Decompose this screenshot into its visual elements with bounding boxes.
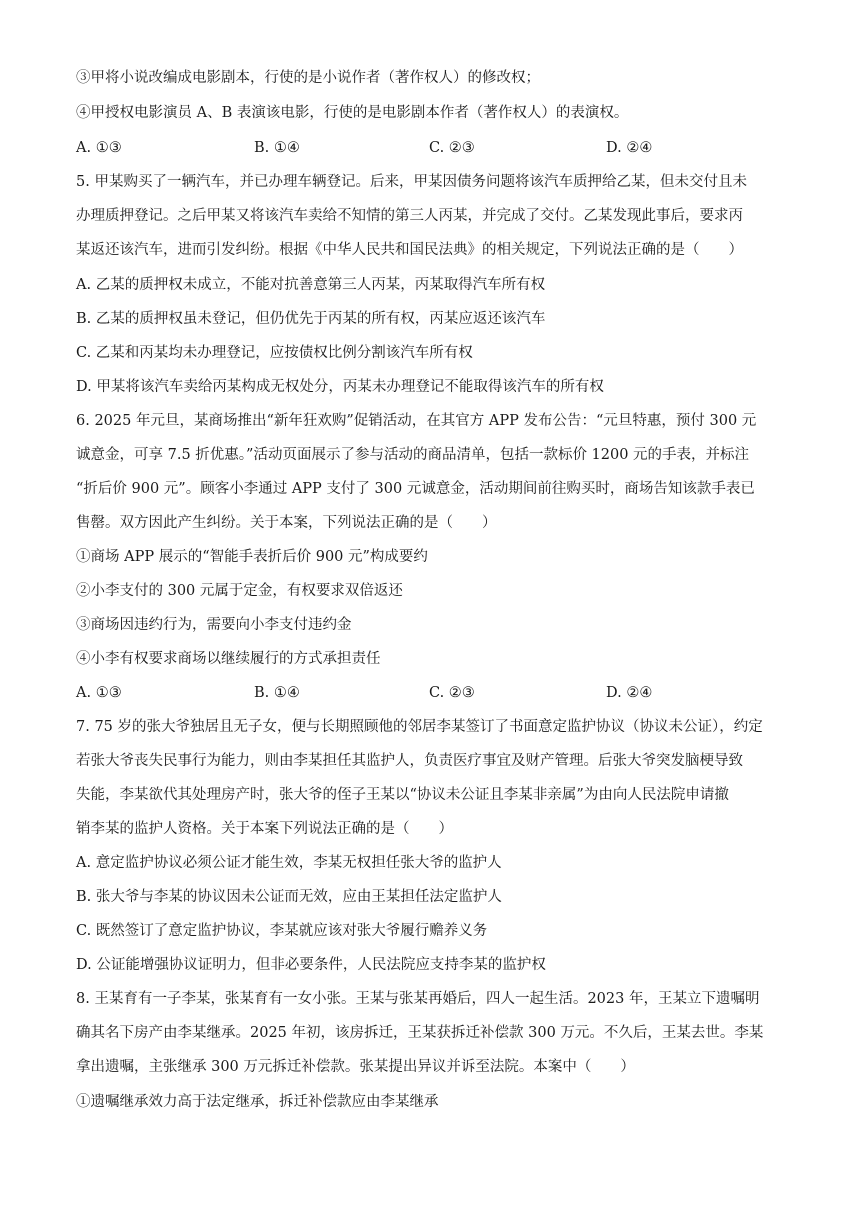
q5-option-b: B. 乙某的质押权虽未登记，但仍优先于丙某的所有权，丙某应返还该汽车 xyxy=(76,311,546,327)
q6-stem-line: “折后价 900 元”。顾客小李通过 APP 支付了 300 元诚意金，活动期间前往购买时，商场告知该款手表已 xyxy=(76,481,755,497)
q6-option-c: C. ②③ xyxy=(429,685,475,701)
q4-option-a: A. ①③ xyxy=(76,140,122,156)
q5-option-c: C. 乙某和丙某均未办理登记，应按债权比例分割该汽车所有权 xyxy=(76,345,473,361)
q4-option-c: C. ②③ xyxy=(429,140,475,156)
q7-option-a: A. 意定监护协议必须公证才能生效，李某无权担任张大爷的监护人 xyxy=(76,855,502,871)
q5-stem-line: 某返还该汽车，进而引发纠纷。根据《中华人民共和国民法典》的相关规定，下列说法正确的是（ ） xyxy=(76,242,743,258)
q6-stem-line: 诚意金，可享 7.5 折优惠。”活动页面展示了参与活动的商品清单，包括一款标价 1200 元的手表，并标注 xyxy=(76,447,750,463)
q8-stem-line: 确其名下房产由李某继承。2025 年初，该房拆迁，王某获拆迁补偿款 300 万元。不久后，王某去世。李某 xyxy=(76,1025,764,1041)
q6-item-4: ④小李有权要求商场以继续履行的方式承担责任 xyxy=(76,651,381,667)
q6-option-a: A. ①③ xyxy=(76,685,122,701)
q4-option-d: D. ②④ xyxy=(606,140,653,156)
q7-option-b: B. 张大爷与李某的协议因未公证而无效，应由王某担任法定监护人 xyxy=(76,889,502,905)
q5-stem-line: 5. 甲某购买了一辆汽车，并已办理车辆登记。后来，甲某因债务问题将该汽车质押给乙某，但未交付且未 xyxy=(76,174,747,190)
q4-option-b: B. ①④ xyxy=(254,140,300,156)
q8-stem-line: 拿出遗嘱，主张继承 300 万元拆迁补偿款。张某提出异议并诉至法院。本案中（ ） xyxy=(76,1059,635,1075)
q6-stem-line: 售罄。双方因此产生纠纷。关于本案，下列说法正确的是（ ） xyxy=(76,515,497,531)
q4-item-3: ③甲将小说改编成电影剧本，行使的是小说作者（著作权人）的修改权； xyxy=(76,70,540,86)
q7-stem-line: 若张大爷丧失民事行为能力，则由李某担任其监护人，负责医疗事宜及财产管理。后张大爷突发脑梗导致 xyxy=(76,753,743,769)
q6-option-d: D. ②④ xyxy=(606,685,653,701)
q7-option-d: D. 公证能增强协议证明力，但非必要条件，人民法院应支持李某的监护权 xyxy=(76,957,546,973)
q8-stem-line: 8. 王某育有一子李某，张某育有一女小张。王某与张某再婚后，四人一起生活。2023 年，王某立下遗嘱明 xyxy=(76,991,760,1007)
q6-item-3: ③商场因违约行为，需要向小李支付违约金 xyxy=(76,617,352,633)
q8-item-1: ①遗嘱继承效力高于法定继承，拆迁补偿款应由李某继承 xyxy=(76,1094,439,1110)
q7-stem-line: 失能，李某欲代其处理房产时，张大爷的侄子王某以“协议未公证且李某非亲属”为由向人民法院申请撤 xyxy=(76,787,729,803)
q7-stem-line: 销李某的监护人资格。关于本案下列说法正确的是（ ） xyxy=(76,821,453,837)
q5-option-d: D. 甲某将该汽车卖给丙某构成无权处分，丙某未办理登记不能取得该汽车的所有权 xyxy=(76,379,604,395)
q7-stem-line: 7. 75 岁的张大爷独居且无子女，便与长期照顾他的邻居李某签订了书面意定监护协议（协议未公证），约定 xyxy=(76,719,763,735)
q7-option-c: C. 既然签订了意定监护协议，李某就应该对张大爷履行赡养义务 xyxy=(76,923,488,939)
q6-option-b: B. ①④ xyxy=(254,685,300,701)
q5-option-a: A. 乙某的质押权未成立，不能对抗善意第三人丙某，丙某取得汽车所有权 xyxy=(76,277,546,293)
q6-stem-line: 6. 2025 年元旦，某商场推出“新年狂欢购”促销活动，在其官方 APP 发布公告：“元旦特惠，预付 300 元 xyxy=(76,413,757,429)
q6-item-1: ①商场 APP 展示的“智能手表折后价 900 元”构成要约 xyxy=(76,549,428,565)
q5-stem-line: 办理质押登记。之后甲某又将该汽车卖给不知情的第三人丙某，并完成了交付。乙某发现此事后，要求丙 xyxy=(76,208,743,224)
q6-item-2: ②小李支付的 300 元属于定金，有权要求双倍返还 xyxy=(76,583,403,599)
q4-item-4: ④甲授权电影演员 A、B 表演该电影，行使的是电影剧本作者（著作权人）的表演权。 xyxy=(76,105,629,121)
